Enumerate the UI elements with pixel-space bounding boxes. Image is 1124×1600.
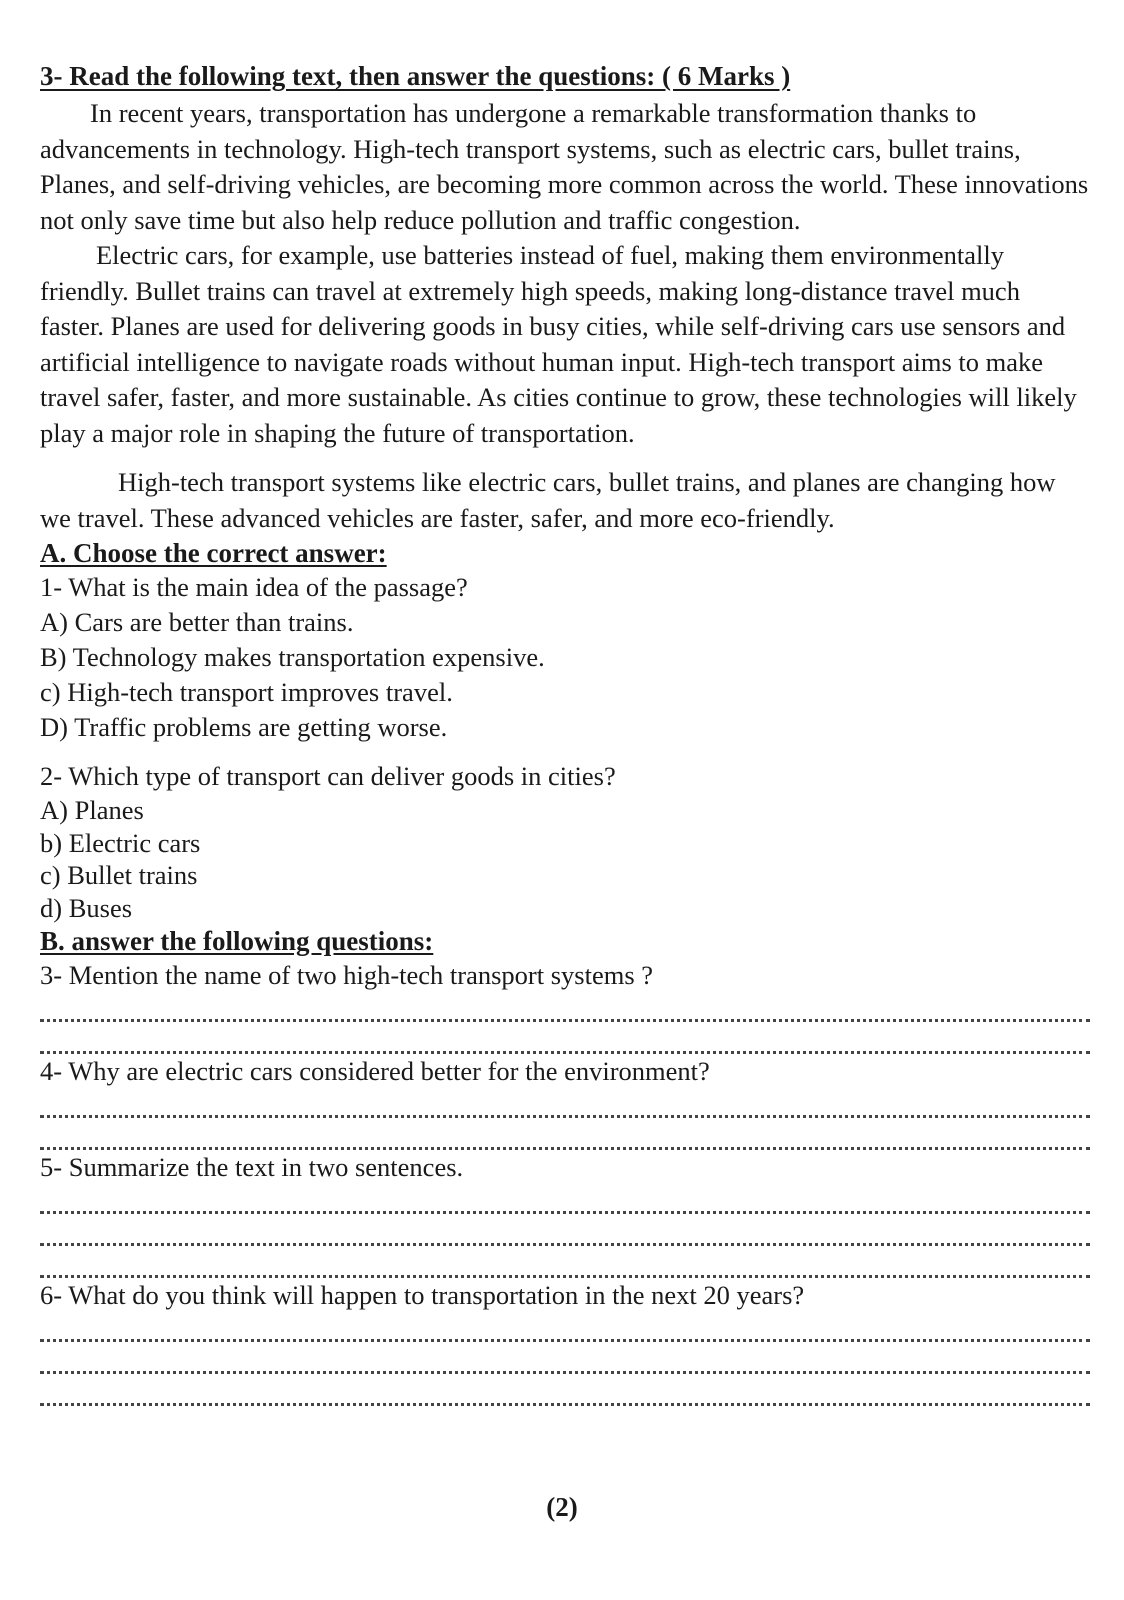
question-1-option-d[interactable]: D) Traffic problems are getting worse. bbox=[40, 712, 448, 742]
passage-paragraph-2: Electric cars, for example, use batteries instead of fuel, making them environmentally friendly. Bullet trains can travel at extremely high speeds, making long-distance travel much faster. Planes are used for delivering goods in busy cities, while self-driving cars use sensors and artificial intelligence to navigate roads without human input. High-tech transport aims to make travel safer, faster, and more sustainable. As cities continue to grow, these technologies will likely play a major role in shaping the future of transportation. bbox=[40, 240, 1077, 448]
question-1-option-a[interactable]: A) Cars are better than trains. bbox=[40, 607, 354, 637]
question-1-text: 1- What is the main idea of the passage? bbox=[40, 572, 468, 602]
section-a bbox=[40, 536, 1090, 924]
question-4-text: 4- Why are electric cars considered better for the environment? bbox=[40, 1056, 710, 1086]
passage-paragraph-3: High-tech transport systems like electric cars, bullet trains, and planes are changing how we travel. These advanced vehicles are faster, safer, and more eco-friendly. bbox=[40, 467, 1056, 533]
question-2-text: 2- Which type of transport can deliver goods in cities? bbox=[40, 761, 616, 791]
section-a-title: A. Choose the correct answer: bbox=[40, 538, 387, 568]
question-5-text: 5- Summarize the text in two sentences. bbox=[40, 1152, 464, 1182]
page-number: (2) bbox=[546, 1492, 578, 1522]
question-1-option-c[interactable]: c) High-tech transport improves travel. bbox=[40, 677, 453, 707]
answer-line-q6-1[interactable] bbox=[40, 1312, 1090, 1342]
answer-line-q4-2[interactable] bbox=[40, 1118, 1090, 1150]
question-2-option-a[interactable]: A) Planes bbox=[40, 795, 144, 825]
answer-line-q3-2[interactable] bbox=[40, 1022, 1090, 1054]
answer-line-q6-3[interactable] bbox=[40, 1374, 1090, 1406]
question-1-option-b[interactable]: B) Technology makes transportation expensive. bbox=[40, 642, 545, 672]
section-b bbox=[40, 924, 1090, 1406]
question-2-option-c[interactable]: c) Bullet trains bbox=[40, 860, 198, 890]
answer-line-q5-2[interactable] bbox=[40, 1214, 1090, 1246]
question-3-text: 3- Mention the name of two high-tech transport systems ? bbox=[40, 960, 654, 990]
question-6-text: 6- What do you think will happen to transportation in the next 20 years? bbox=[40, 1280, 805, 1310]
answer-line-q4-1[interactable] bbox=[40, 1088, 1090, 1118]
question-2-option-d[interactable]: d) Buses bbox=[40, 892, 133, 923]
reading-passage bbox=[40, 96, 1090, 536]
answer-line-q5-3[interactable] bbox=[40, 1246, 1090, 1278]
question-1 bbox=[40, 570, 1090, 745]
question-2 bbox=[40, 759, 1090, 924]
worksheet-page bbox=[40, 58, 1090, 1406]
section-b-title: B. answer the following questions: bbox=[40, 926, 434, 956]
answer-line-q5-1[interactable] bbox=[40, 1184, 1090, 1214]
question-2-option-b[interactable]: b) Electric cars bbox=[40, 827, 201, 858]
answer-line-q6-2[interactable] bbox=[40, 1342, 1090, 1374]
passage-paragraph-1: In recent years, transportation has undergone a remarkable transformation thanks to advancements in technology. High-tech transport systems, such as electric cars, bullet trains, Planes, and self-driving vehicles, are becoming more common across the world. These innovations not only save time but also help reduce pollution and traffic congestion. bbox=[40, 98, 1089, 235]
question-heading: 3- Read the following text, then answer the questions: ( 6 Marks ) bbox=[40, 61, 791, 91]
answer-line-q3-1[interactable] bbox=[40, 992, 1090, 1022]
